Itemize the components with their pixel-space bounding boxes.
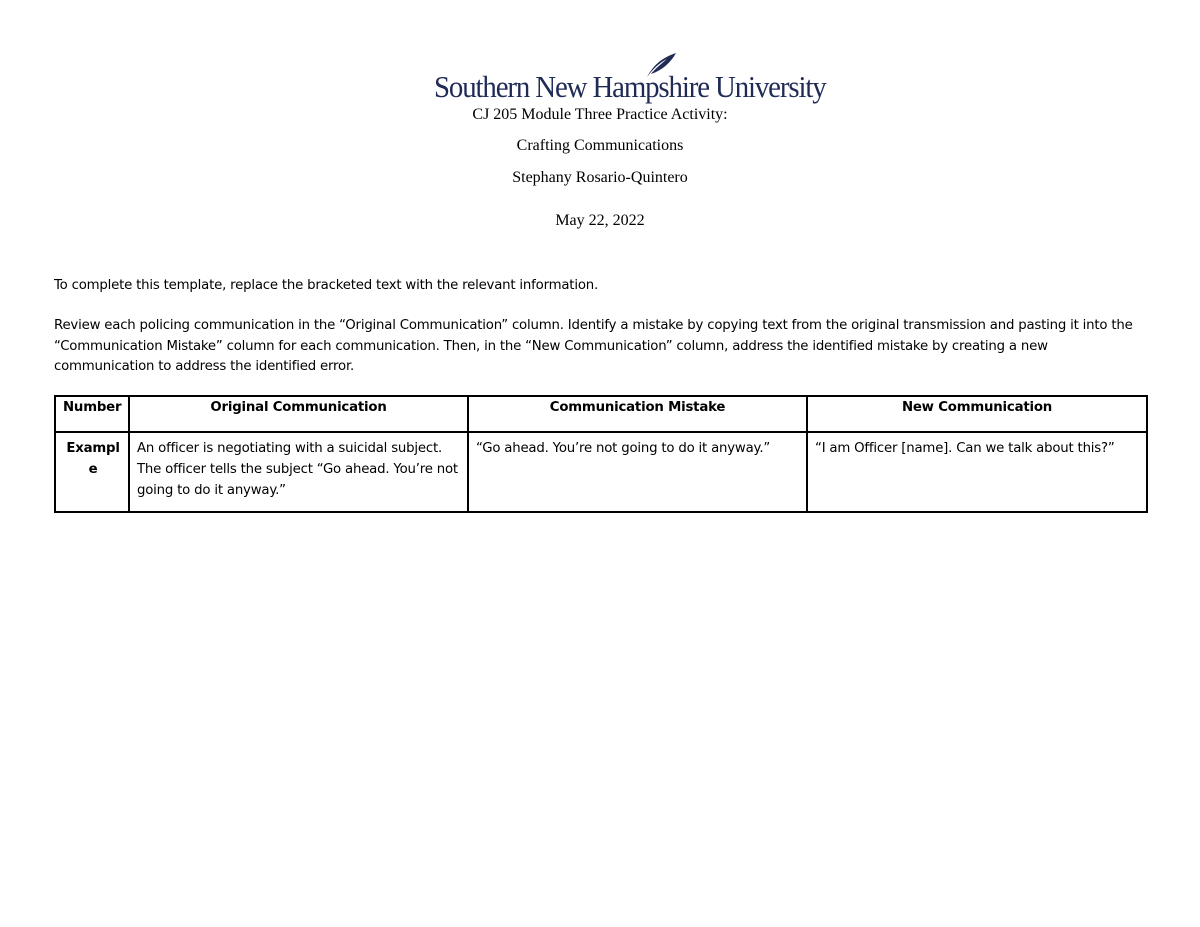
communications-table	[54, 395, 1148, 513]
course-title: CJ 205 Module Three Practice Activity:	[472, 106, 728, 123]
document-subtitle: Crafting Communications	[516, 137, 684, 154]
table-header-row	[55, 396, 1147, 432]
communication-mistake-cell: “Go ahead. You’re not going to do it anyway.”	[468, 432, 807, 512]
header-new-communication: New Communication	[807, 396, 1147, 432]
quill-leaf-icon	[641, 52, 677, 78]
instruction-paragraph: Review each policing communication in the “Original Communication” column. Identify a mistake by copying text from the original transmission and pasting it into the “Communication Mistake” column for each communication. Then, in the “New Communication” column, address the identified mistake by creating a new communication to address the identified error.	[54, 318, 1133, 374]
university-logo	[434, 52, 826, 104]
header-original-communication: Original Communication	[129, 396, 468, 432]
new-communication-cell: “I am Officer [name]. Can we talk about this?”	[807, 432, 1147, 512]
row-number-cell: Example	[55, 432, 129, 512]
logo-wordmark: Southern New Hampshire University	[434, 69, 826, 104]
author-name: Stephany Rosario-Quintero	[512, 169, 688, 186]
original-communication-cell: An officer is negotiating with a suicidal subject. The officer tells the subject “Go ahead. You’re not going to do it anyway.”	[129, 432, 468, 512]
instruction-line: To complete this template, replace the bracketed text with the relevant information.	[54, 278, 599, 293]
document-date: May 22, 2022	[555, 212, 645, 229]
header-communication-mistake: Communication Mistake	[468, 396, 807, 432]
header-number: Number	[55, 396, 129, 432]
table-row	[55, 432, 1147, 512]
